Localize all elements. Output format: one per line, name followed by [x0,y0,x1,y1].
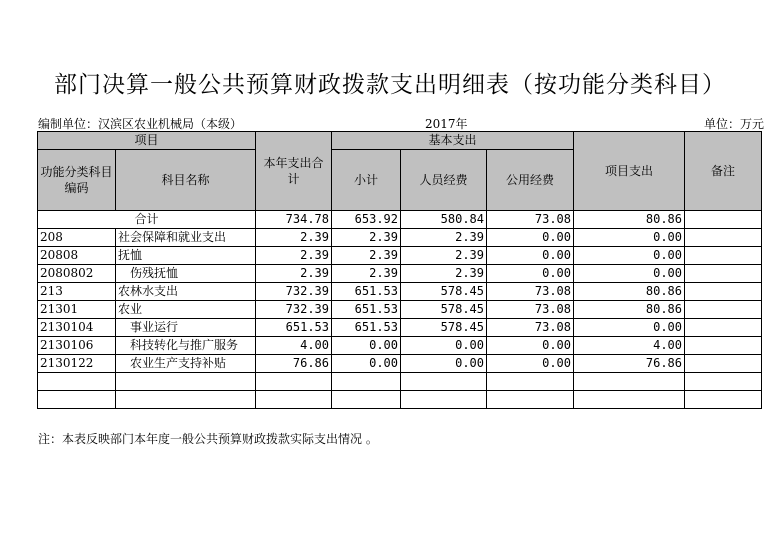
row-subject-name: 农林水支出 [116,283,256,301]
row-personnel: 2.39 [401,229,487,247]
total-row [38,211,762,229]
row-subtotal: 651.53 [332,283,401,301]
header-personnel: 人员经费 [401,150,487,211]
row-project-expenditure: 80.86 [574,283,685,301]
row-code: 20808 [38,247,116,265]
row-remark [685,319,762,337]
row-remark [685,247,762,265]
table-row [38,247,762,265]
row-subject-name: 农业生产支持补贴 [116,355,256,373]
table-row [38,229,762,247]
row-subtotal: 0.00 [332,355,401,373]
row-public: 0.00 [487,337,574,355]
row-subtotal: 0.00 [332,337,401,355]
row-year-total: 2.39 [256,247,332,265]
row-subject-name [116,373,256,391]
row-year-total: 732.39 [256,301,332,319]
row-subtotal: 2.39 [332,247,401,265]
row-year-total: 732.39 [256,283,332,301]
row-subtotal [332,373,401,391]
row-code: 2130122 [38,355,116,373]
row-personnel: 578.45 [401,319,487,337]
row-personnel: 2.39 [401,265,487,283]
header-row-1 [38,132,762,150]
table-row [38,283,762,301]
row-subject-name: 科技转化与推广服务 [116,337,256,355]
row-year-total: 4.00 [256,337,332,355]
page-title: 部门决算一般公共预算财政拨款支出明细表（按功能分类科目） [54,72,726,98]
row-public: 0.00 [487,229,574,247]
header-project: 项目 [38,132,256,150]
row-project-expenditure: 0.00 [574,265,685,283]
table-row [38,337,762,355]
row-personnel: 578.45 [401,301,487,319]
table-row [38,373,762,391]
header-project-expenditure: 项目支出 [574,132,685,211]
row-public [487,373,574,391]
row-project-expenditure: 0.00 [574,247,685,265]
row-code: 2130104 [38,319,116,337]
total-label: 合计 [38,211,256,229]
currency-unit: 单位：万元 [703,117,764,131]
total-project-expenditure: 80.86 [574,211,685,229]
row-public [487,391,574,409]
row-remark [685,301,762,319]
row-personnel: 2.39 [401,247,487,265]
total-public: 73.08 [487,211,574,229]
row-project-expenditure: 76.86 [574,355,685,373]
row-project-expenditure: 80.86 [574,301,685,319]
row-public: 0.00 [487,355,574,373]
row-code [38,373,116,391]
row-personnel: 578.45 [401,283,487,301]
table-row [38,355,762,373]
table-row [38,319,762,337]
row-personnel [401,373,487,391]
total-year-total: 734.78 [256,211,332,229]
row-remark [685,229,762,247]
row-year-total: 76.86 [256,355,332,373]
row-year-total [256,391,332,409]
row-code: 208 [38,229,116,247]
table-row [38,391,762,409]
row-personnel [401,391,487,409]
header-year-total: 本年支出合计 [256,132,332,211]
row-remark [685,391,762,409]
row-personnel: 0.00 [401,355,487,373]
table-row [38,265,762,283]
reporting-unit: 编制单位：汉滨区农业机械局（本级） [38,117,243,131]
row-subject-name: 农业 [116,301,256,319]
row-subject-name [116,391,256,409]
row-project-expenditure [574,391,685,409]
header-remark: 备注 [685,132,762,211]
row-public: 73.08 [487,283,574,301]
row-year-total: 2.39 [256,229,332,247]
row-public: 73.08 [487,301,574,319]
row-remark [685,337,762,355]
row-public: 73.08 [487,319,574,337]
row-personnel: 0.00 [401,337,487,355]
row-project-expenditure [574,373,685,391]
total-remark [685,211,762,229]
row-subtotal: 651.53 [332,319,401,337]
table-row [38,301,762,319]
row-subtotal: 2.39 [332,265,401,283]
row-code: 2130106 [38,337,116,355]
row-remark [685,373,762,391]
row-subject-name: 社会保障和就业支出 [116,229,256,247]
footnote: 注：本表反映部门本年度一般公共预算财政拨款实际支出情况 。 [38,432,378,446]
total-personnel: 580.84 [401,211,487,229]
header-basic: 基本支出 [332,132,574,150]
row-project-expenditure: 0.00 [574,229,685,247]
row-subtotal [332,391,401,409]
row-code: 2080802 [38,265,116,283]
row-code [38,391,116,409]
expenditure-table [37,131,762,409]
row-subtotal: 651.53 [332,301,401,319]
row-subject-name: 伤残抚恤 [116,265,256,283]
row-subject-name: 事业运行 [116,319,256,337]
header-public: 公用经费 [487,150,574,211]
row-subject-name: 抚恤 [116,247,256,265]
row-subtotal: 2.39 [332,229,401,247]
total-subtotal: 653.92 [332,211,401,229]
row-code: 213 [38,283,116,301]
report-year: 2017年 [425,117,468,131]
row-remark [685,265,762,283]
row-project-expenditure: 4.00 [574,337,685,355]
row-remark [685,355,762,373]
row-remark [685,283,762,301]
row-public: 0.00 [487,265,574,283]
row-code: 21301 [38,301,116,319]
row-project-expenditure: 0.00 [574,319,685,337]
row-year-total [256,373,332,391]
row-public: 0.00 [487,247,574,265]
row-year-total: 651.53 [256,319,332,337]
header-subtotal: 小计 [332,150,401,211]
header-subject-name: 科目名称 [116,150,256,211]
row-year-total: 2.39 [256,265,332,283]
header-func-code: 功能分类科目编码 [38,150,116,211]
